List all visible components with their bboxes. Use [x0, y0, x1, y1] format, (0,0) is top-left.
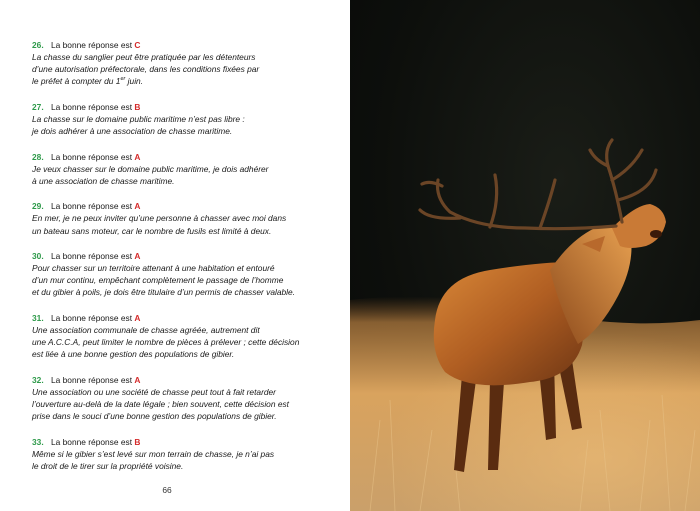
answer-explanation: En mer, je ne peux inviter qu’une personne à chasser avec moi dans un bateau sans moteur, car le nombre de fusils est limité à deux. — [32, 213, 287, 236]
answer-number: 31. — [32, 313, 44, 324]
answer-explanation: Même si le gibier s’est levé sur mon terrain de chasse, je n’ai pas le droit de le tirer sur la propriété voisine. — [32, 448, 275, 471]
answer-item-28 — [32, 151, 332, 187]
answer-letter: B — [134, 436, 141, 447]
answer-label: La bonne réponse est — [51, 436, 133, 447]
answer-letter: B — [134, 101, 141, 112]
answer-item-32 — [32, 374, 332, 422]
answer-letter: A — [134, 251, 141, 262]
answer-number: 27. — [32, 101, 44, 112]
answer-number: 30. — [32, 251, 44, 262]
answer-explanation: La chasse du sanglier peut être pratiquée par les détenteurs d’une autorisation préfectorale, dans les conditions fixées par le préfet à compter du 1er juin. — [32, 52, 260, 87]
answer-letter: C — [134, 40, 141, 50]
answer-explanation: Une association ou une société de chasse peut tout à fait retarder l’ouverture au-delà de la date légale ; bien souvent, cette décision est prise dans le souci d’une bonne gestion des populations de gibier. — [32, 386, 289, 422]
answer-explanation: Une association communale de chasse agréée, autrement dit une A.C.C.A, peut limiter le nombre de pièces à prélever ; cette décision est liée à une bonne gestion des populations de gibier. — [32, 325, 300, 360]
answer-label: La bonne réponse est — [51, 151, 133, 162]
answer-label: La bonne réponse est — [51, 101, 133, 112]
answer-number: 29. — [32, 201, 44, 212]
answer-explanation: Pour chasser sur un territoire attenant à une habitation et entouré d’un mur continu, empêchant complètement le passage de l’homme et du gibier à poils, je dois être titulaire d’un permis de chasser valable. — [32, 263, 296, 298]
answer-number: 26. — [32, 40, 44, 50]
answer-number: 28. — [32, 151, 44, 162]
answer-letter: A — [134, 201, 141, 212]
red-deer-stag-image — [350, 0, 700, 511]
answer-letter: A — [134, 374, 141, 385]
answer-item-29 — [32, 200, 332, 236]
answer-item-27 — [32, 101, 332, 137]
answer-label: La bonne réponse est — [51, 40, 133, 50]
answer-label: La bonne réponse est — [51, 251, 133, 262]
answer-letter: A — [134, 313, 141, 324]
answer-label: La bonne réponse est — [51, 313, 133, 324]
answer-item-26 — [32, 39, 332, 87]
answer-item-30 — [32, 250, 332, 298]
page-number: 66 — [162, 485, 172, 495]
answer-explanation: Je veux chasser sur le domaine public maritime, je dois adhérer à une association de chasse maritime. — [32, 163, 269, 186]
answer-item-31 — [32, 312, 332, 360]
deer-photo — [350, 0, 700, 511]
answer-number: 33. — [32, 436, 44, 447]
answer-label: La bonne réponse est — [51, 201, 133, 212]
answer-explanation: La chasse sur le domaine public maritime n’est pas libre : je dois adhérer à une association de chasse maritime. — [32, 113, 245, 136]
answer-number: 32. — [32, 374, 44, 385]
answers-list — [32, 39, 332, 486]
answer-label: La bonne réponse est — [51, 374, 133, 385]
answer-item-33 — [32, 436, 332, 472]
answer-letter: A — [134, 151, 141, 162]
